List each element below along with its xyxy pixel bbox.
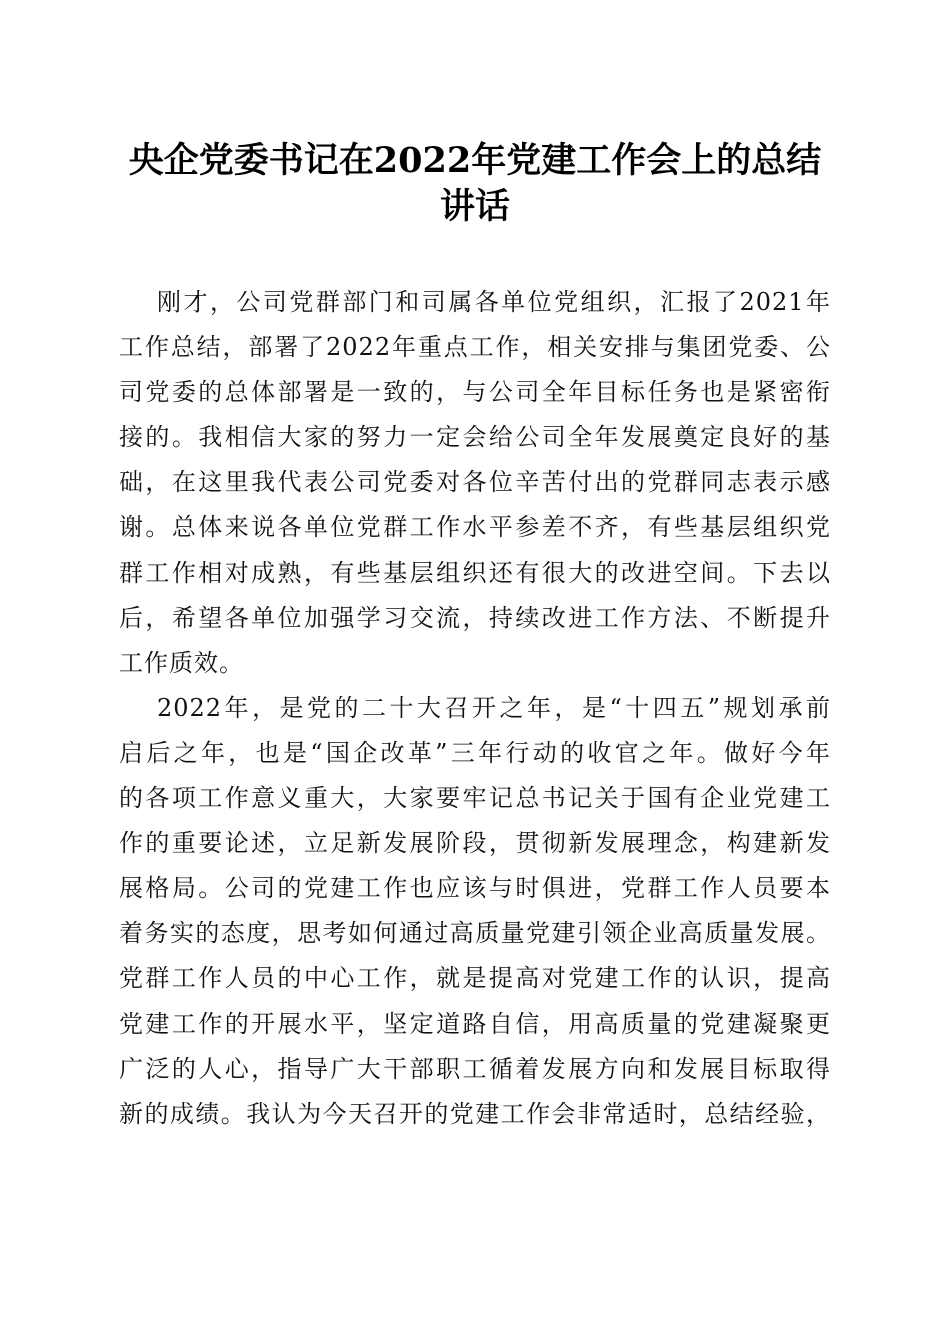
text-line: 工作质效。 [119,648,244,677]
text-line: 新的成绩。我认为今天召开的党建工作会非常适时，总结经验， [119,1099,831,1128]
title-line: 讲话 [439,186,510,227]
paragraph-1 [119,280,831,686]
document-title [110,138,840,230]
text-line: 础，在这里我代表公司党委对各位辛苦付出的党群同志表示感 [119,468,831,497]
paragraph-2 [119,686,831,1137]
text-line: 司党委的总体部署是一致的，与公司全年目标任务也是紧密衔 [119,378,831,407]
text-line: 广泛的人心，指导广大干部职工循着发展方向和发展目标取得 [119,1054,831,1083]
text-line: 2022年，是党的二十大召开之年，是“十四五”规划承前 [157,693,831,722]
text-line: 群工作相对成熟，有些基层组织还有很大的改进空间。下去以 [119,558,831,587]
text-line: 工作总结，部署了2022年重点工作，相关安排与集团党委、公 [119,333,831,362]
text-line: 后，希望各单位加强学习交流，持续改进工作方法、不断提升 [119,603,831,632]
text-line: 党群工作人员的中心工作，就是提高对党建工作的认识，提高 [119,964,831,993]
text-line: 接的。我相信大家的努力一定会给公司全年发展奠定良好的基 [119,423,831,452]
document-body [119,280,831,1137]
title-line: 央企党委书记在2022年党建工作会上的总结 [128,140,822,181]
text-line: 展格局。公司的党建工作也应该与时俱进，党群工作人员要本 [119,874,831,903]
text-line: 刚才，公司党群部门和司属各单位党组织，汇报了2021年 [157,288,831,316]
text-line: 的各项工作意义重大，大家要牢记总书记关于国有企业党建工 [119,784,831,813]
text-line: 党建工作的开展水平，坚定道路自信，用高质量的党建凝聚更 [119,1009,831,1038]
text-line: 谢。总体来说各单位党群工作水平参差不齐，有些基层组织党 [119,513,831,542]
text-line: 着务实的态度，思考如何通过高质量党建引领企业高质量发展。 [119,919,831,948]
text-line: 作的重要论述，立足新发展阶段，贯彻新发展理念，构建新发 [119,829,831,858]
text-line: 启后之年，也是“国企改革”三年行动的收官之年。做好今年 [119,738,831,767]
